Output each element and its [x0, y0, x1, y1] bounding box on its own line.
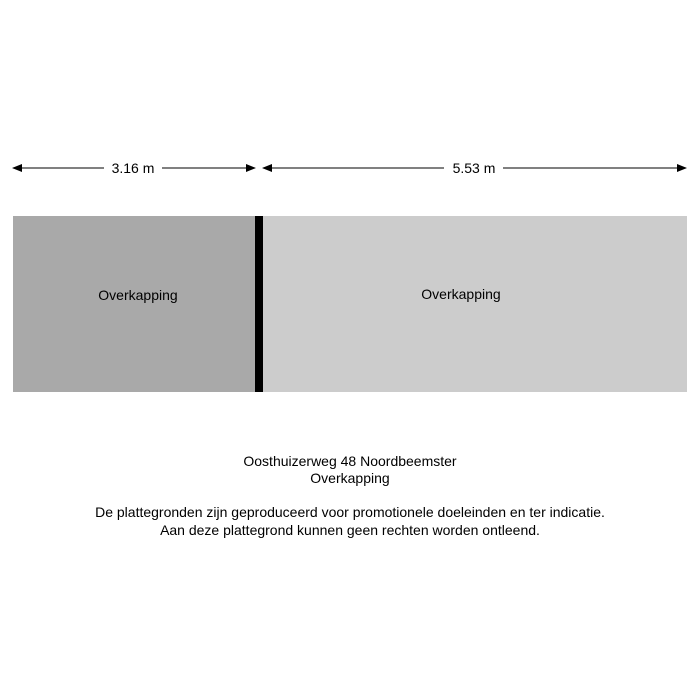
- room-left-label: Overkapping: [98, 287, 178, 303]
- disclaimer-line-1: De plattegronden zijn geproduceerd voor promotionele doeleinden en ter indicatie.: [95, 504, 605, 520]
- dimension-right-label: 5.53 m: [452, 160, 496, 176]
- dividing-wall: [255, 216, 263, 392]
- caption-subtitle: Overkapping: [310, 470, 390, 486]
- dimension-left: [13, 160, 255, 176]
- disclaimer-line-2: Aan deze plattegrond kunnen geen rechten worden ontleend.: [160, 522, 540, 538]
- room-right: [263, 216, 687, 392]
- room-right-label: Overkapping: [421, 286, 501, 302]
- dimension-right: [263, 160, 686, 176]
- room-left: [13, 216, 255, 392]
- dimension-left-label: 3.16 m: [111, 160, 155, 176]
- caption-title: Oosthuizerweg 48 Noordbeemster: [243, 453, 457, 469]
